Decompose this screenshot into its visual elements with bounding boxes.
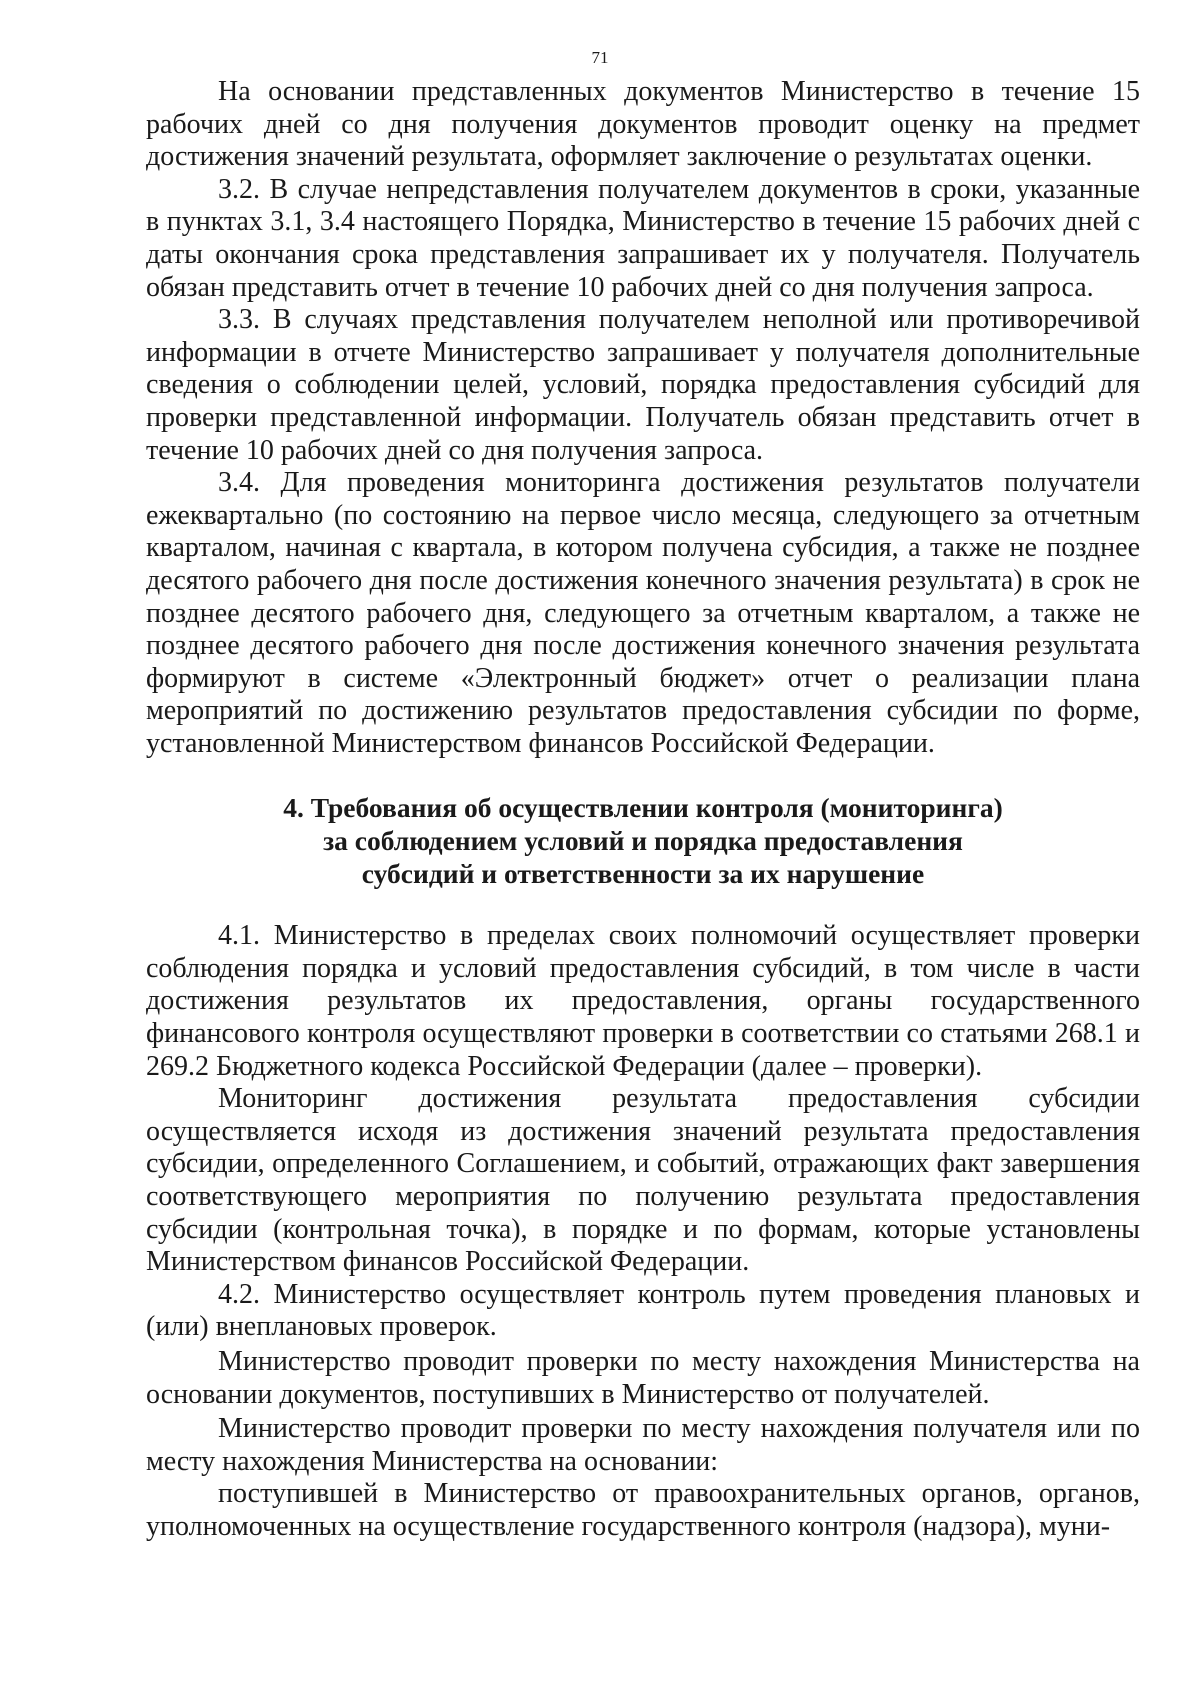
paragraph-monitoring: Мониторинг достижения результата предоставления субсидии осуществляется исходя из достижения значений результата предоставления субсидии, определенного Соглашением, и событий, отражающих факт завершения соответствующего мероприятия по получению результата предоставления субсидии (контрольная точка), в порядке и по формам, которые установлены Министерством финансов Российской Федерации. (146, 1083, 1140, 1278)
paragraph-received-info: поступившей в Министерство от правоохранительных органов, органов, уполномоченных на осуществление государственного контроля (надзора), муни- (146, 1478, 1140, 1542)
section-4-heading-line: субсидий и ответственности за их нарушение (361, 857, 925, 889)
section-4-heading-line: 4. Требования об осуществлении контроля (мониторинга) (283, 792, 1003, 824)
section-4-heading-line: за соблюдением условий и порядка предоставления (323, 825, 963, 857)
document-body (146, 76, 1140, 1544)
paragraph-checks-ministry: Министерство проводит проверки по месту нахождения Министерства на основании документов, поступивших в Министерство от получателей. (146, 1345, 1140, 1410)
page-number: 71 (591, 48, 609, 67)
paragraph-4-1: 4.1. Министерство в пределах своих полномочий осуществляет проверки соблюдения порядка и условий предоставления субсидий, в том числе в части достижения результатов их предоставления, органы государственного финансового контроля осуществляют проверки в соответствии со статьями 268.1 и 269.2 Бюджетного кодекса Российской Федерации (далее – проверки). (146, 920, 1140, 1082)
paragraph-assessment: На основании представленных документов Министерство в течение 15 рабочих дней со дня получения документов проводит оценку на предмет достижения значений результата, оформляет заключение о результатах оценки. (146, 76, 1140, 173)
section-4-heading (146, 792, 1140, 890)
paragraph-4-2: 4.2. Министерство осуществляет контроль путем проведения плановых и (или) внеплановых проверок. (146, 1278, 1140, 1343)
paragraph-3-2: 3.2. В случае непредставления получателем документов в сроки, указанные в пунктах 3.1, 3.4 настоящего Порядка, Министерство в течение 15 рабочих дней с даты окончания срока представления запрашивает их у получателя. Получатель обязан представить отчет в течение 10 рабочих дней со дня получения запроса. (146, 173, 1140, 303)
paragraph-checks-recipient: Министерство проводит проверки по месту нахождения получателя или по месту нахождения Министерства на основании: (146, 1413, 1140, 1477)
paragraph-3-3: 3.3. В случаях представления получателем неполной или противоречивой информации в отчете Министерство запрашивает у получателя дополнительные сведения о соблюдении целей, условий, порядка предоставления субсидий для проверки представленной информации. Получатель обязан представить отчет в течение 10 рабочих дней со дня получения запроса. (146, 304, 1140, 466)
paragraph-3-4: 3.4. Для проведения мониторинга достижения результатов получатели ежеквартально (по состоянию на первое число месяца, следующего за отчетным кварталом, начиная с квартала, в котором получена субсидия, а также не позднее десятого рабочего дня после достижения конечного значения результата) в срок не позднее десятого рабочего дня, следующего за отчетным кварталом, а также не позднее десятого рабочего дня после достижения конечного значения результата формируют в системе «Электронный бюджет» отчет о реализации плана мероприятий по достижению результатов предоставления субсидии по форме, установленной Министерством финансов Российской Федерации. (146, 467, 1140, 759)
